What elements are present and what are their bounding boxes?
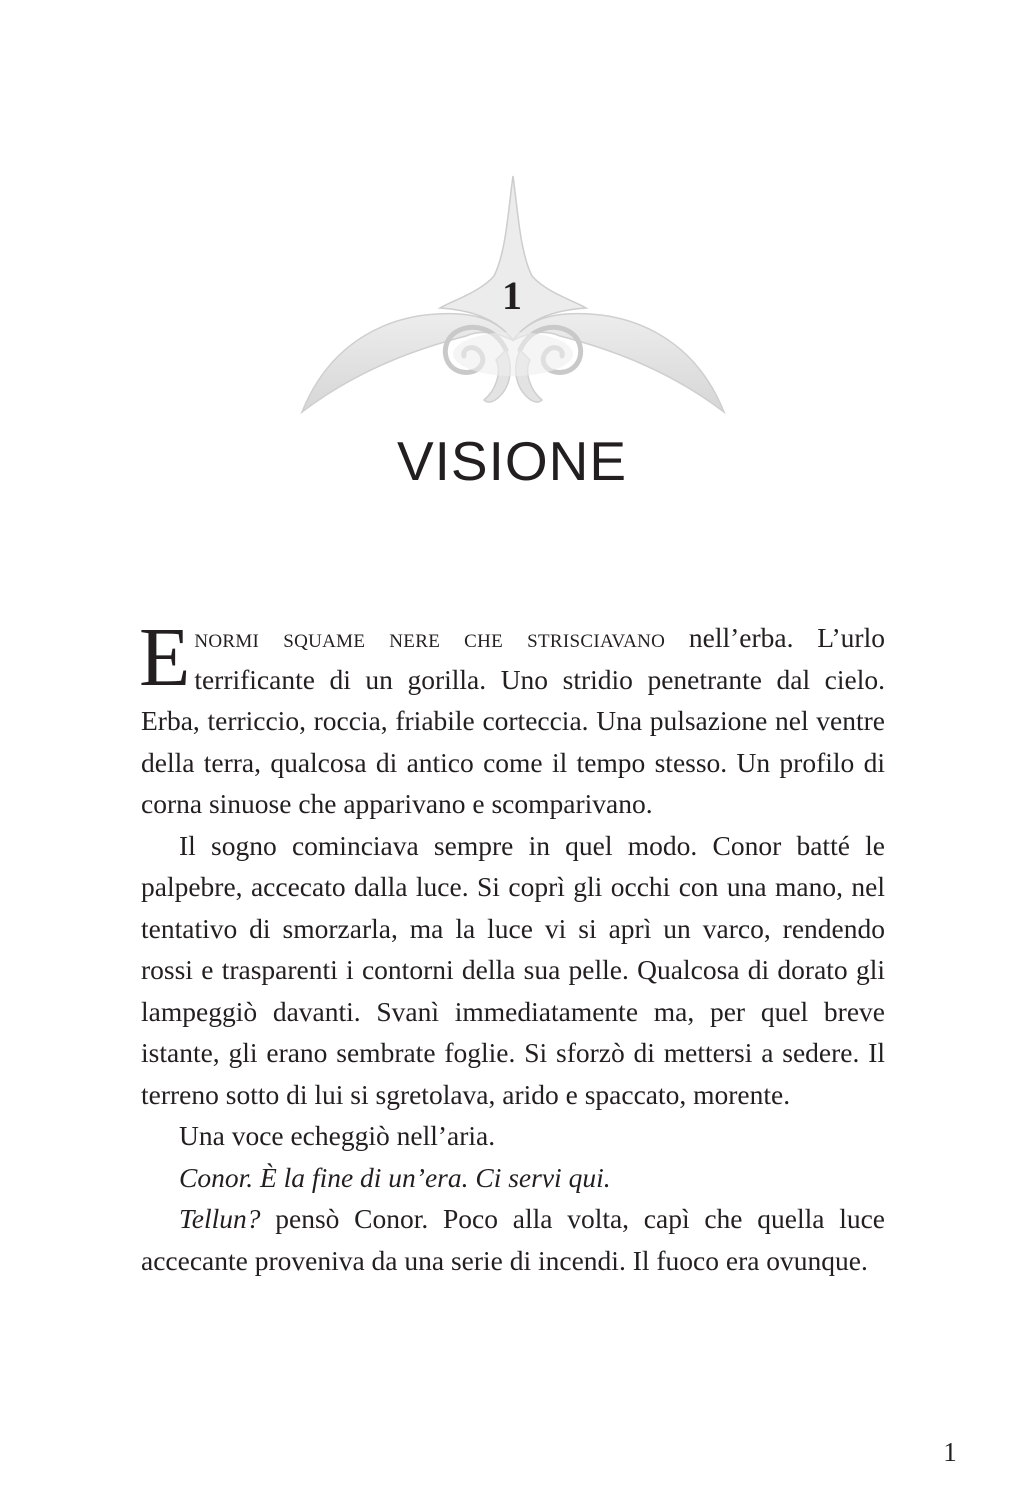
paragraph-5	[141, 1198, 885, 1281]
italic-name: Tellun?	[179, 1203, 261, 1234]
italic-speech: Conor. È la fine di un’era. Ci servi qui.	[179, 1161, 611, 1193]
page-number: 1	[943, 1437, 957, 1467]
paragraph-4	[141, 1157, 885, 1199]
paragraph-5-text: pensò Conor. Poco alla volta, capì che quella luce accecante proveniva da una serie di incendi. Il fuoco era ovunque.	[141, 1203, 885, 1276]
chapter-title: VISIONE	[396, 430, 628, 492]
paragraph-1-text: nell’erba. L’urlo terrificante di un gorilla. Uno stridio penetrante dal cielo. Erba, terriccio, roccia, friabile corteccia. Una pulsazione nel ventre della terra, qualcosa di antico come il tempo stesso. Un profilo di corna sinuose che apparivano e scomparivano.	[141, 622, 885, 819]
drop-cap: E	[139, 611, 191, 704]
paragraph-3: Una voce echeggiò nell’aria.	[179, 1120, 496, 1151]
paragraph-2: Il sogno cominciava sempre in quel modo. Conor batté le palpebre, accecato dalla luce. Si coprì gli occhi con una mano, nel tentativo di smorzarla, ma la luce vi si aprì un varco, rendendo rossi e trasparenti i contorni della sua pelle. Qualcosa di dorato gli lampeggiò davanti. Svanì immediatamente ma, per quel breve istante, gli erano sembrate foglie. Si sforzò di mettersi a sedere. Il terreno sotto di lui si sgretolava, arido e spaccato, morente.	[141, 829, 885, 1110]
opening-small-caps: normi squame nere che strisciavano	[194, 622, 666, 653]
chapter-number: 1	[502, 273, 522, 318]
chapter-body	[139, 611, 885, 1281]
paragraph-1	[139, 611, 885, 825]
